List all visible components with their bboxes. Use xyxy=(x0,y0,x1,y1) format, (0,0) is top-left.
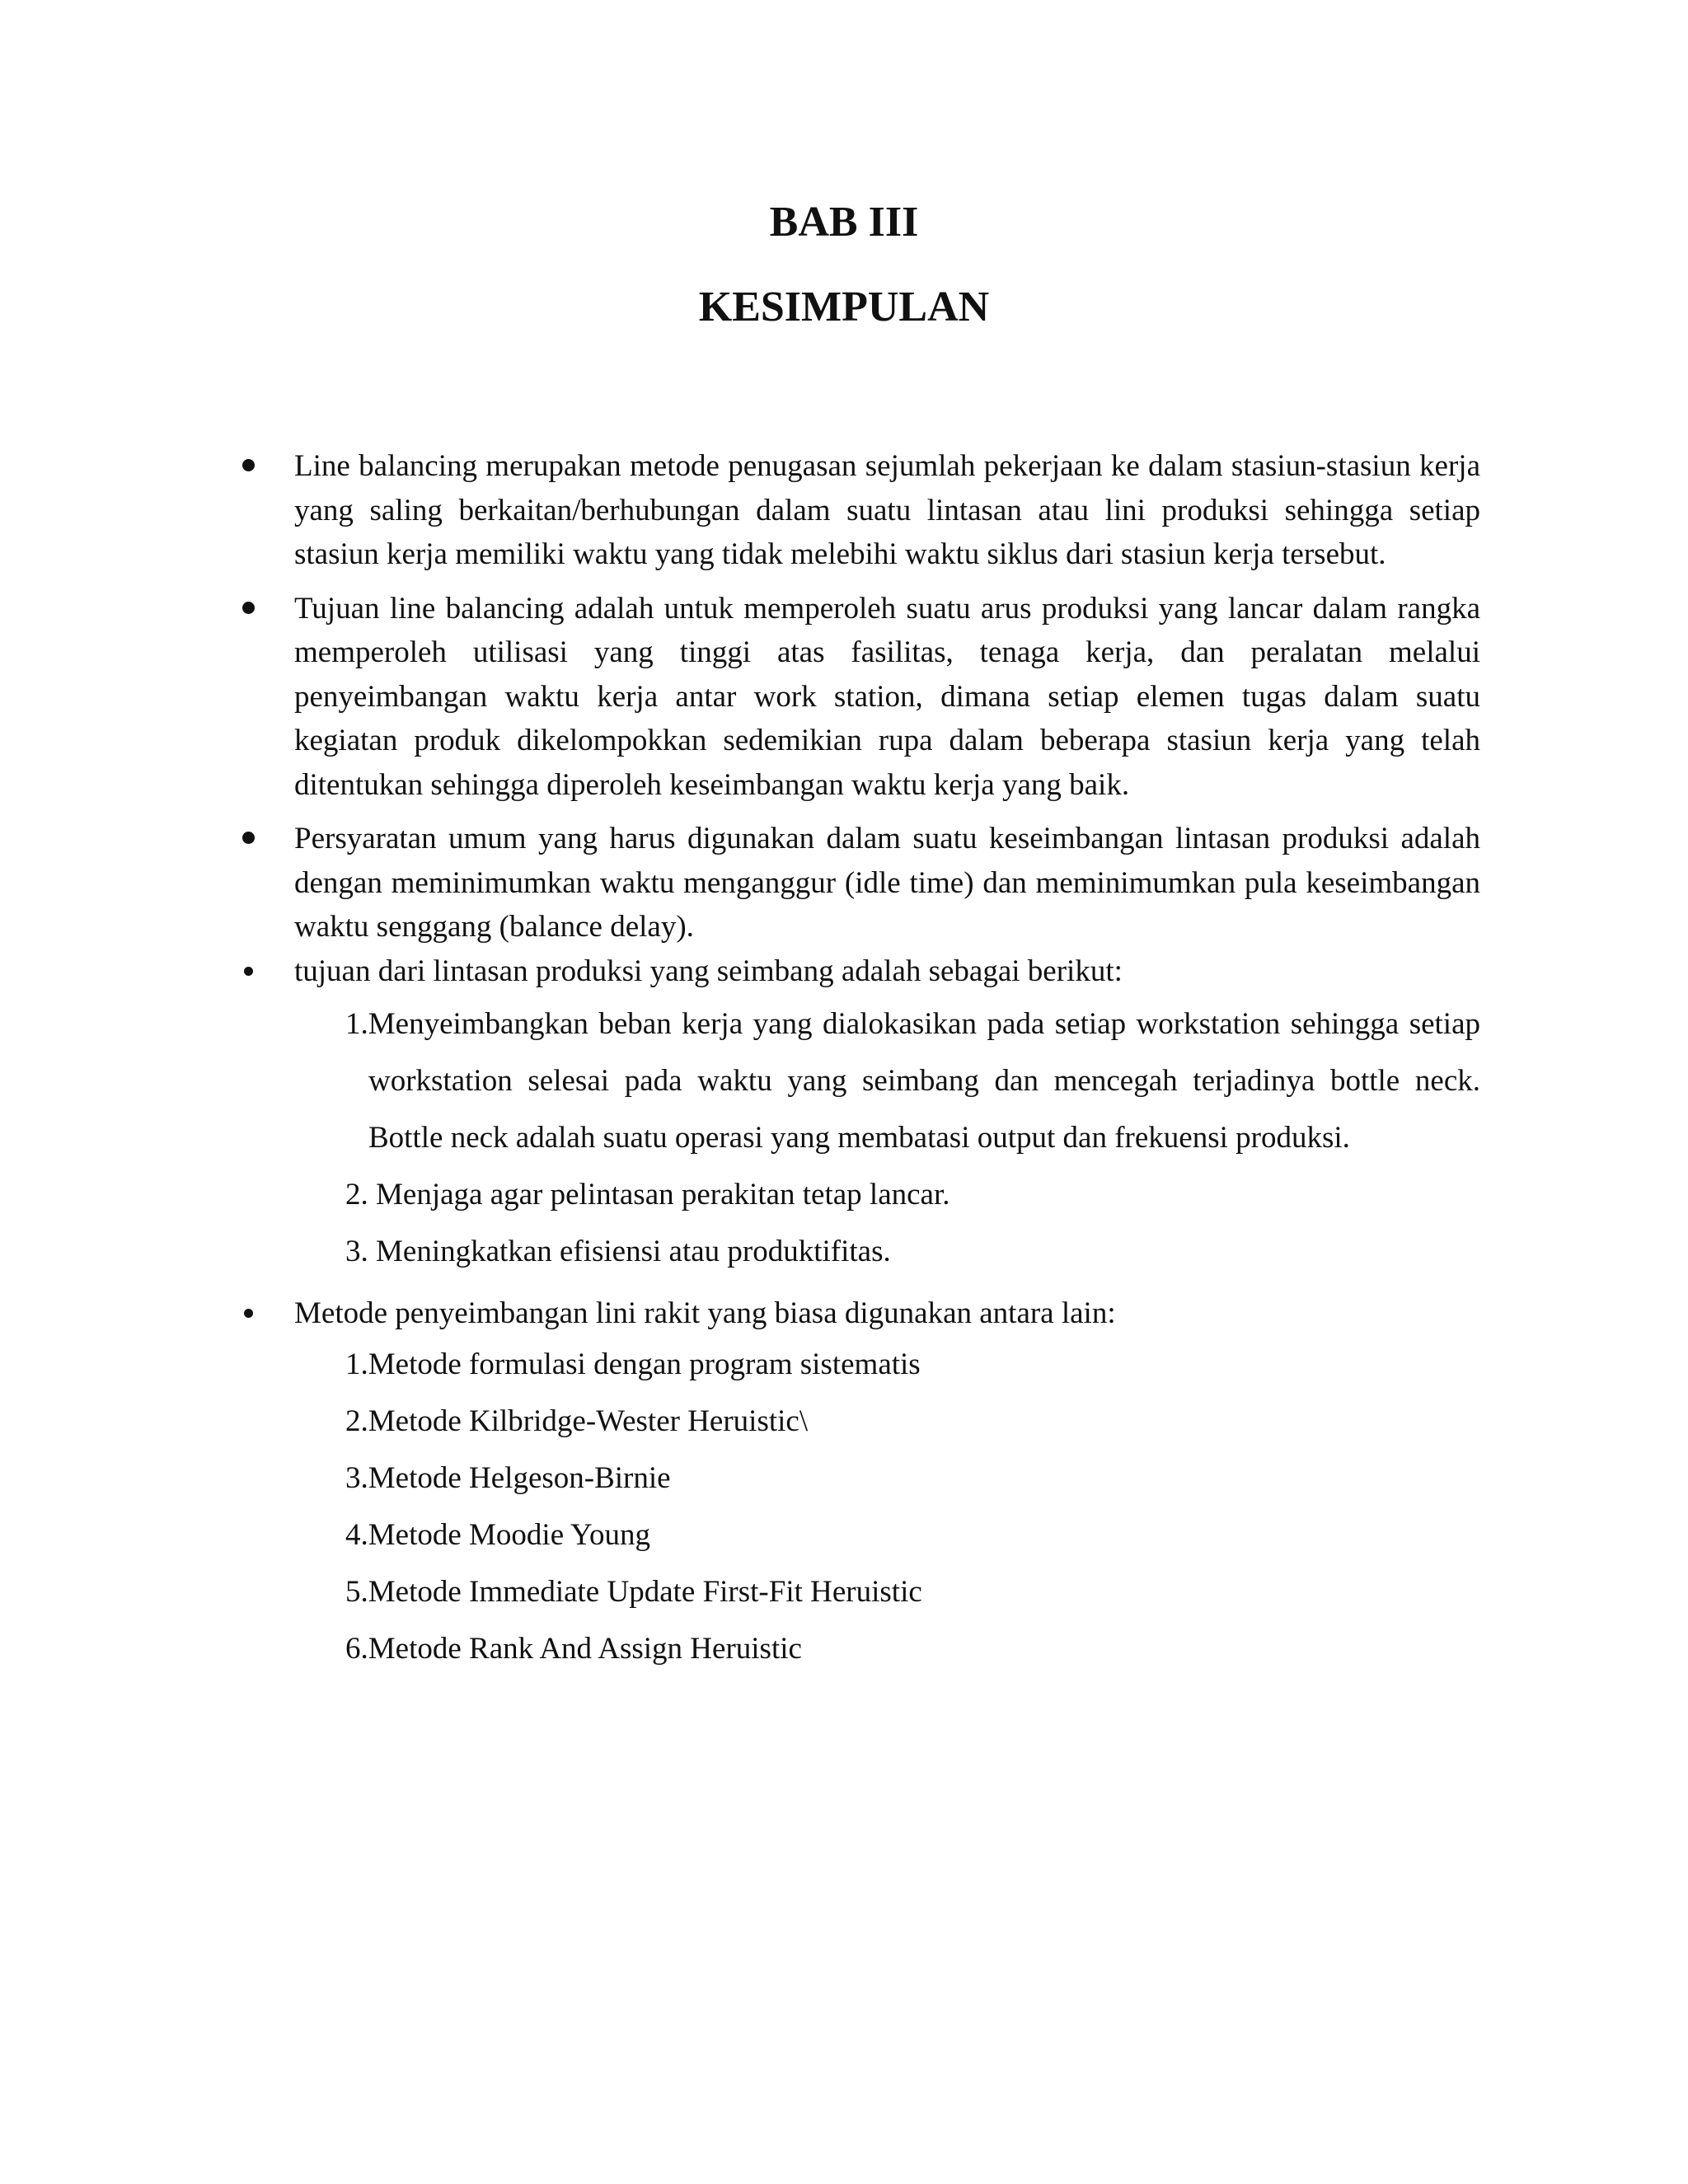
bullet-item xyxy=(294,1291,1480,1336)
bullet-text: Line balancing merupakan metode penugasan sejumlah pekerjaan ke dalam stasiun-stasiun kerja yang saling berkaitan/berhubungan dalam suatu lintasan atau lini produksi sehingga setiap stasiun kerja memiliki waktu yang tidak melebihi waktu siklus dari stasiun kerja tersebut. xyxy=(294,449,1480,571)
bullet-icon xyxy=(242,602,255,614)
method-item: 1.Metode formulasi dengan program sistematis xyxy=(345,1347,921,1381)
objective-item: 2. Menjaga agar pelintasan perakitan tetap lancar. xyxy=(345,1178,950,1212)
bullet-item xyxy=(294,949,1480,994)
chapter-heading: BAB III xyxy=(769,199,919,246)
bullet-text: Persyaratan umum yang harus digunakan dalam suatu keseimbangan lintasan produksi adalah dengan meminimumkan waktu menganggur (idle time) dan meminimumkan pula keseimbangan waktu senggang (balance delay). xyxy=(294,822,1480,944)
bullet-text: Tujuan line balancing adalah untuk memperoleh suatu arus produksi yang lancar dalam rangka memperoleh utilisasi yang tinggi atas fasilitas, tenaga kerja, dan peralatan melalui penyeimbangan waktu kerja antar work station, dimana setiap elemen tugas dalam suatu kegiatan produk dikelompokkan sedemikian rupa dalam beberapa stasiun kerja yang telah ditentukan sehingga diperoleh keseimbangan waktu kerja yang baik. xyxy=(294,591,1480,802)
method-item: 4.Metode Moodie Young xyxy=(345,1517,651,1552)
bullet-item xyxy=(294,444,1480,577)
bullet-item xyxy=(294,587,1480,808)
bullet-text: Metode penyeimbangan lini rakit yang biasa digunakan antara lain: xyxy=(294,1296,1116,1330)
method-item: 3.Metode Helgeson-Birnie xyxy=(345,1460,671,1495)
method-item: 5.Metode Immediate Update First-Fit Heruistic xyxy=(345,1574,922,1609)
objective-item: 3. Meningkatkan efisiensi atau produktifitas. xyxy=(345,1235,891,1268)
method-item: 6.Metode Rank And Assign Heruistic xyxy=(345,1631,802,1666)
methods-list xyxy=(294,1336,1480,1677)
conclusion-body xyxy=(294,444,1480,1677)
bullet-text: tujuan dari lintasan produksi yang seimbang adalah sebagai berikut: xyxy=(294,954,1123,988)
objectives-list xyxy=(294,996,1480,1280)
bullet-icon xyxy=(244,967,253,976)
bullet-icon xyxy=(242,459,255,471)
bullet-icon xyxy=(242,832,255,844)
chapter-title: KESIMPULAN xyxy=(698,284,990,330)
bullet-item xyxy=(294,817,1480,949)
bullet-icon xyxy=(244,1309,253,1318)
objective-item: 1.Menyeimbangkan beban kerja yang dialokasikan pada setiap workstation sehingga setiap workstation selesai pada waktu yang seimbang dan mencegah terjadinya bottle neck. Bottle neck adalah suatu operasi yang membatasi output dan frekuensi produksi. xyxy=(345,1007,1480,1155)
method-item: 2.Metode Kilbridge-Wester Heruistic\ xyxy=(345,1404,809,1438)
